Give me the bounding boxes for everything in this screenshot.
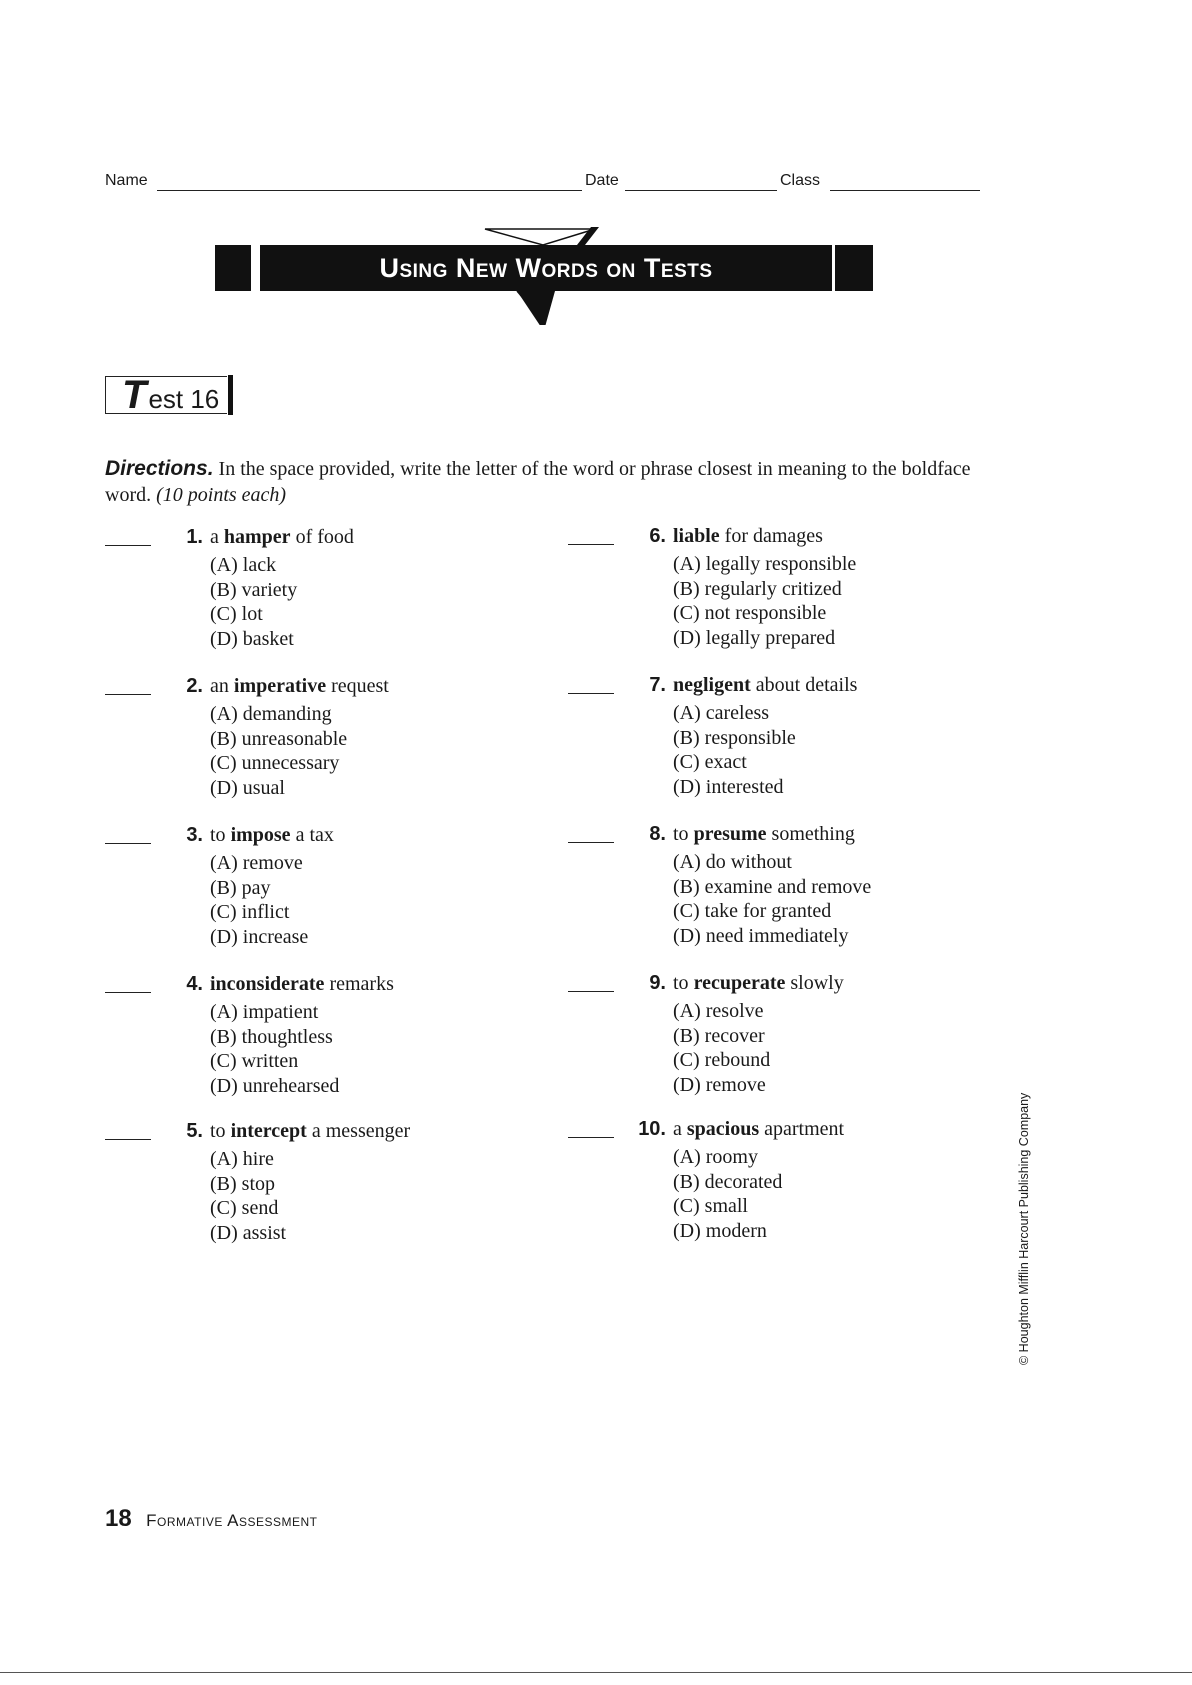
option-d: (D) assist — [210, 1221, 287, 1244]
directions — [105, 456, 995, 508]
page-footer — [105, 1505, 317, 1533]
answer-options — [210, 851, 308, 949]
answer-options — [210, 1000, 339, 1098]
question-number: 6. — [649, 525, 666, 547]
bottom-edge-rule — [0, 1672, 1192, 1673]
question-stem: a spacious apartment — [673, 1118, 845, 1140]
option-a: (A) hire — [210, 1148, 274, 1170]
question-number: 5. — [186, 1120, 203, 1142]
option-a: (A) roomy — [673, 1146, 758, 1168]
question-number: 3. — [186, 824, 203, 846]
question-number: 4. — [186, 973, 203, 995]
option-c: (C) small — [673, 1195, 748, 1217]
test-label-text: est 16 — [148, 384, 220, 414]
answer-options — [210, 553, 297, 651]
test-label-bar — [228, 375, 233, 415]
answer-options — [673, 701, 796, 799]
question-number: 1. — [186, 526, 203, 548]
question-number: 7. — [649, 674, 666, 696]
class-label: Class — [780, 172, 821, 189]
option-c: (C) lot — [210, 603, 263, 625]
name-label: Name — [105, 172, 148, 189]
directions-points: (10 points each) — [156, 484, 287, 506]
question-stem: to recuperate slowly — [673, 972, 844, 994]
option-d: (D) unrehearsed — [210, 1074, 340, 1097]
name-field[interactable] — [157, 190, 582, 191]
option-a: (A) impatient — [210, 1001, 319, 1023]
question-stem: to impose a tax — [210, 824, 334, 846]
option-d: (D) basket — [210, 627, 294, 650]
option-a: (A) legally responsible — [673, 553, 857, 575]
option-a: (A) careless — [673, 702, 770, 724]
option-d: (D) usual — [210, 776, 285, 799]
answer-blank[interactable] — [568, 991, 614, 992]
option-d: (D) modern — [673, 1219, 767, 1242]
boldface-word: negligent — [673, 674, 751, 696]
boldface-word: intercept — [230, 1120, 307, 1142]
class-field[interactable] — [830, 190, 980, 191]
option-a: (A) lack — [210, 554, 277, 576]
option-d: (D) need immediately — [673, 924, 849, 947]
option-d: (D) increase — [210, 925, 309, 948]
option-a: (A) demanding — [210, 703, 332, 725]
option-b: (B) responsible — [673, 726, 796, 749]
student-info-header — [105, 172, 980, 196]
option-c: (C) rebound — [673, 1049, 771, 1071]
banner-left-block — [215, 245, 251, 291]
question-number: 9. — [649, 972, 666, 994]
option-c: (C) exact — [673, 751, 747, 773]
answer-blank[interactable] — [105, 694, 151, 695]
test-label-initial: T — [122, 373, 147, 417]
option-c: (C) send — [210, 1197, 279, 1219]
option-d: (D) legally prepared — [673, 626, 836, 649]
boldface-word: impose — [230, 824, 291, 846]
option-b: (B) stop — [210, 1172, 275, 1195]
option-b: (B) variety — [210, 578, 298, 601]
option-a: (A) remove — [210, 852, 303, 874]
question-stem: inconsiderate remarks — [210, 973, 394, 995]
boldface-word: presume — [693, 823, 767, 845]
option-c: (C) not responsible — [673, 602, 827, 624]
test-label — [105, 373, 227, 417]
question-stem: an imperative request — [210, 675, 389, 697]
boldface-word: recuperate — [693, 972, 786, 994]
boldface-word: inconsiderate — [210, 973, 325, 995]
answer-blank[interactable] — [105, 992, 151, 993]
date-field[interactable] — [625, 190, 777, 191]
date-label: Date — [585, 172, 619, 189]
answer-blank[interactable] — [568, 544, 614, 545]
option-c: (C) written — [210, 1050, 299, 1072]
option-b: (B) pay — [210, 876, 271, 899]
question-stem: negligent about details — [673, 674, 858, 696]
question-number: 2. — [186, 675, 203, 697]
option-b: (B) examine and remove — [673, 875, 872, 898]
question-number: 8. — [649, 823, 666, 845]
boldface-word: liable — [673, 525, 720, 547]
question-stem: to intercept a messenger — [210, 1120, 411, 1142]
directions-label: Directions. — [105, 457, 214, 480]
option-b: (B) recover — [673, 1024, 765, 1047]
directions-text: In the space provided, write the letter of the word or phrase closest in meaning to the boldface word. — [105, 458, 971, 506]
question-number: 10. — [638, 1118, 666, 1140]
option-c: (C) unnecessary — [210, 752, 340, 774]
answer-blank[interactable] — [568, 693, 614, 694]
answer-blank[interactable] — [105, 545, 151, 546]
answer-options — [673, 999, 770, 1097]
option-c: (C) inflict — [210, 901, 290, 923]
question-stem: a hamper of food — [210, 526, 354, 548]
answer-options — [673, 1145, 782, 1243]
footer-title: Formative Assessment — [146, 1511, 318, 1530]
question-stem: liable for damages — [673, 525, 823, 547]
copyright-notice: © Houghton Mifflin Harcourt Publishing Company — [1017, 1092, 1031, 1365]
option-a: (A) do without — [673, 851, 792, 873]
option-a: (A) resolve — [673, 1000, 764, 1022]
answer-options — [210, 1147, 286, 1245]
answer-options — [210, 702, 347, 800]
answer-blank[interactable] — [568, 1137, 614, 1138]
option-d: (D) remove — [673, 1073, 766, 1096]
answer-blank[interactable] — [105, 843, 151, 844]
answer-options — [673, 552, 856, 650]
answer-blank[interactable] — [105, 1139, 151, 1140]
answer-blank[interactable] — [568, 842, 614, 843]
answer-options — [673, 850, 871, 948]
option-d: (D) interested — [673, 775, 784, 798]
option-b: (B) unreasonable — [210, 727, 348, 750]
option-c: (C) take for granted — [673, 900, 832, 922]
banner-right-block — [835, 245, 873, 291]
question-stem: to presume something — [673, 823, 855, 845]
option-b: (B) thoughtless — [210, 1025, 333, 1048]
banner-title: Using New Words on Tests — [260, 245, 832, 291]
page-number: 18 — [105, 1505, 132, 1532]
boldface-word: hamper — [223, 526, 291, 548]
boldface-word: spacious — [686, 1118, 760, 1140]
section-banner — [215, 225, 875, 325]
boldface-word: imperative — [233, 675, 327, 697]
option-b: (B) regularly critized — [673, 577, 842, 600]
option-b: (B) decorated — [673, 1170, 783, 1193]
